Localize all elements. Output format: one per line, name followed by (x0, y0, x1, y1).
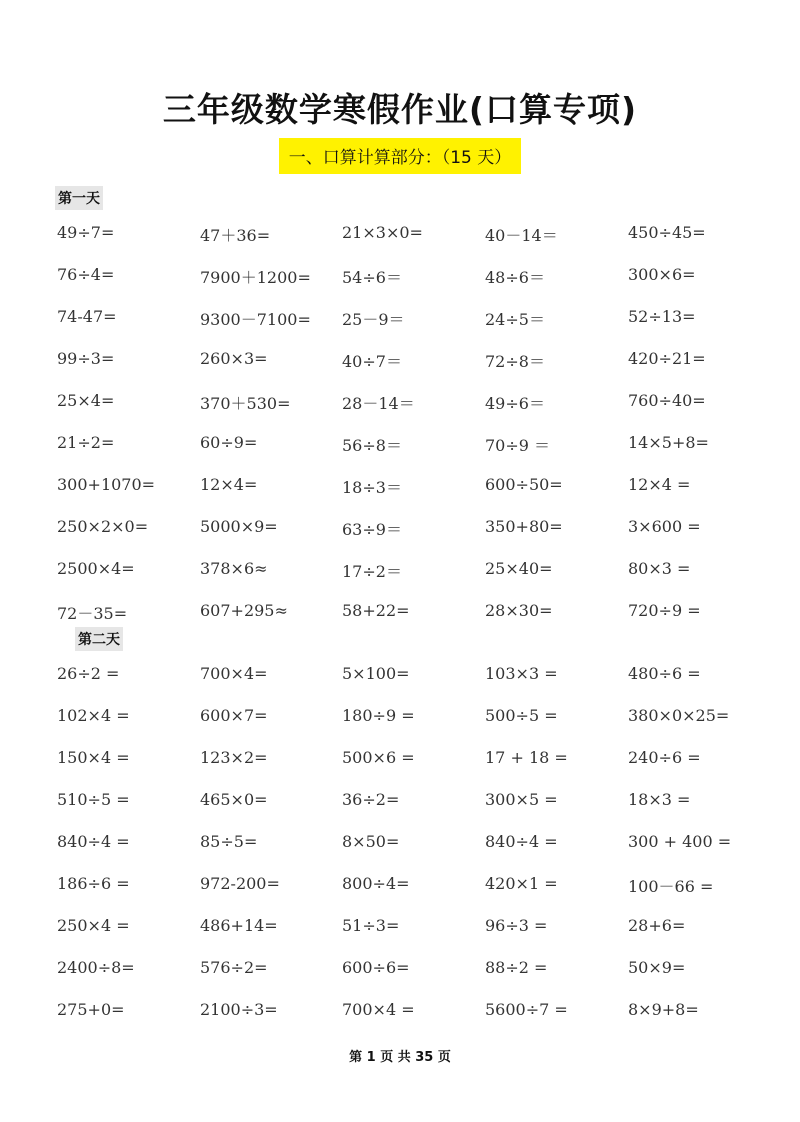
exercise-item: 54÷6＝ (342, 268, 402, 287)
exercise-item: 8×9+8= (628, 1000, 699, 1019)
exercise-item: 500÷5 = (485, 706, 558, 725)
exercise-item: 8×50= (342, 832, 400, 851)
exercise-item: 18×3 = (628, 790, 691, 809)
exercise-item: 150×4 = (57, 748, 130, 767)
page-footer: 第 1 页 共 35 页 (349, 1050, 451, 1065)
exercise-item: 12×4= (200, 475, 258, 494)
exercise-item: 52÷13= (628, 307, 696, 326)
exercise-item: 40÷7＝ (342, 352, 402, 371)
exercise-item: 12×4 = (628, 475, 691, 494)
exercise-item: 28－14＝ (342, 394, 415, 413)
exercise-item: 76÷4= (57, 265, 115, 284)
exercise-item: 25×4= (57, 391, 115, 410)
exercise-item: 600÷6= (342, 958, 410, 977)
exercise-item: 186÷6 = (57, 874, 130, 893)
exercise-item: 26÷2 = (57, 664, 120, 683)
exercise-item: 486+14= (200, 916, 278, 935)
exercise-item: 600×7= (200, 706, 268, 725)
exercise-item: 510÷5 = (57, 790, 130, 809)
exercise-row (57, 307, 777, 349)
exercise-item: 250×2×0= (57, 517, 149, 536)
exercise-item: 720÷9 = (628, 601, 701, 620)
exercise-item: 420×1 = (485, 874, 558, 893)
exercise-row (57, 832, 777, 874)
exercise-item: 607+295≈ (200, 601, 288, 620)
exercise-item: 2500×4= (57, 559, 135, 578)
exercise-item: 25－9＝ (342, 310, 405, 329)
exercise-row (57, 958, 777, 1000)
exercise-item: 24÷5＝ (485, 310, 545, 329)
day-label-1: 第一天 (55, 186, 103, 210)
exercise-item: 56÷8＝ (342, 436, 402, 455)
exercise-item: 63÷9＝ (342, 520, 402, 539)
exercise-item: 5600÷7 = (485, 1000, 568, 1019)
exercise-item: 300×6= (628, 265, 696, 284)
exercise-item: 48÷6＝ (485, 268, 545, 287)
exercise-item: 300×5 = (485, 790, 558, 809)
exercise-item: 420÷21= (628, 349, 706, 368)
exercise-row (57, 517, 777, 559)
exercise-item: 49÷6＝ (485, 394, 545, 413)
exercise-item: 700×4 = (342, 1000, 415, 1019)
exercise-item: 47＋36= (200, 226, 271, 245)
exercise-row (57, 559, 777, 601)
exercise-item: 88÷2 = (485, 958, 548, 977)
exercise-row (57, 349, 777, 391)
exercise-item: 123×2= (200, 748, 268, 767)
exercise-row (57, 874, 777, 916)
exercise-item: 2100÷3= (200, 1000, 278, 1019)
exercise-item: 800÷4= (342, 874, 410, 893)
exercise-item: 80×3 = (628, 559, 691, 578)
exercise-item: 500×6 = (342, 748, 415, 767)
exercise-item: 576÷2= (200, 958, 268, 977)
exercise-item: 36÷2= (342, 790, 400, 809)
exercise-item: 102×4 = (57, 706, 130, 725)
exercise-item: 25×40= (485, 559, 553, 578)
exercise-row (57, 790, 777, 832)
exercise-item: 2400÷8= (57, 958, 135, 977)
exercise-item: 96÷3 = (485, 916, 548, 935)
exercise-item: 370＋530= (200, 394, 291, 413)
exercise-item: 21×3×0= (342, 223, 423, 242)
exercise-item: 28×30= (485, 601, 553, 620)
exercise-grid-day-1 (57, 223, 777, 643)
exercise-item: 350+80= (485, 517, 563, 536)
exercise-row (57, 664, 777, 706)
exercise-item: 103×3 = (485, 664, 558, 683)
exercise-item: 600÷50= (485, 475, 563, 494)
exercise-item: 260×3= (200, 349, 268, 368)
day-label-2: 第二天 (75, 627, 123, 651)
exercise-item: 250×4 = (57, 916, 130, 935)
exercise-row (57, 1000, 777, 1042)
exercise-item: 760÷40= (628, 391, 706, 410)
exercise-item: 7900＋1200= (200, 268, 311, 287)
exercise-item: 840÷4 = (485, 832, 558, 851)
exercise-item: 480÷6 = (628, 664, 701, 683)
exercise-item: 60÷9= (200, 433, 258, 452)
exercise-item: 50×9= (628, 958, 686, 977)
exercise-item: 300 + 400 = (628, 832, 732, 851)
exercise-grid-day-2 (57, 664, 777, 1042)
exercise-item: 28+6= (628, 916, 686, 935)
exercise-item: 74-47= (57, 307, 117, 326)
page-title: 三年级数学寒假作业(口算专项) (162, 90, 638, 129)
exercise-row (57, 916, 777, 958)
exercise-item: 40－14＝ (485, 226, 558, 245)
exercise-item: 49÷7= (57, 223, 115, 242)
exercise-item: 70÷9 ＝ (485, 436, 551, 455)
exercise-item: 14×5+8= (628, 433, 709, 452)
exercise-item: 240÷6 = (628, 748, 701, 767)
exercise-item: 5×100= (342, 664, 410, 683)
exercise-item: 17÷2＝ (342, 562, 402, 581)
exercise-row (57, 265, 777, 307)
exercise-row (57, 433, 777, 475)
exercise-item: 17 + 18 = (485, 748, 568, 767)
exercise-item: 51÷3= (342, 916, 400, 935)
exercise-item: 300+1070= (57, 475, 156, 494)
exercise-row (57, 748, 777, 790)
exercise-item: 275+0= (57, 1000, 125, 1019)
section-heading: 一、口算计算部分：（15 天） (279, 138, 522, 174)
exercise-item: 840÷4 = (57, 832, 130, 851)
exercise-row (57, 601, 777, 643)
exercise-item: 85÷5= (200, 832, 258, 851)
exercise-item: 100－66 = (628, 877, 714, 896)
exercise-item: 58+22= (342, 601, 410, 620)
exercise-row (57, 475, 777, 517)
exercise-item: 18÷3＝ (342, 478, 402, 497)
exercise-row (57, 391, 777, 433)
exercise-row (57, 706, 777, 748)
section-heading-wrap (0, 138, 800, 174)
exercise-item: 21÷2= (57, 433, 115, 452)
exercise-item: 972-200= (200, 874, 280, 893)
exercise-item: 72－35= (57, 604, 128, 623)
exercise-item: 450÷45= (628, 223, 706, 242)
exercise-item: 465×0= (200, 790, 268, 809)
exercise-item: 180÷9 = (342, 706, 415, 725)
exercise-item: 378×6≈ (200, 559, 268, 578)
exercise-item: 99÷3= (57, 349, 115, 368)
exercise-item: 380×0×25= (628, 706, 730, 725)
exercise-item: 5000×9= (200, 517, 278, 536)
exercise-item: 3×600 = (628, 517, 701, 536)
exercise-item: 9300－7100= (200, 310, 311, 329)
exercise-item: 72÷8＝ (485, 352, 545, 371)
exercise-item: 700×4= (200, 664, 268, 683)
exercise-row (57, 223, 777, 265)
